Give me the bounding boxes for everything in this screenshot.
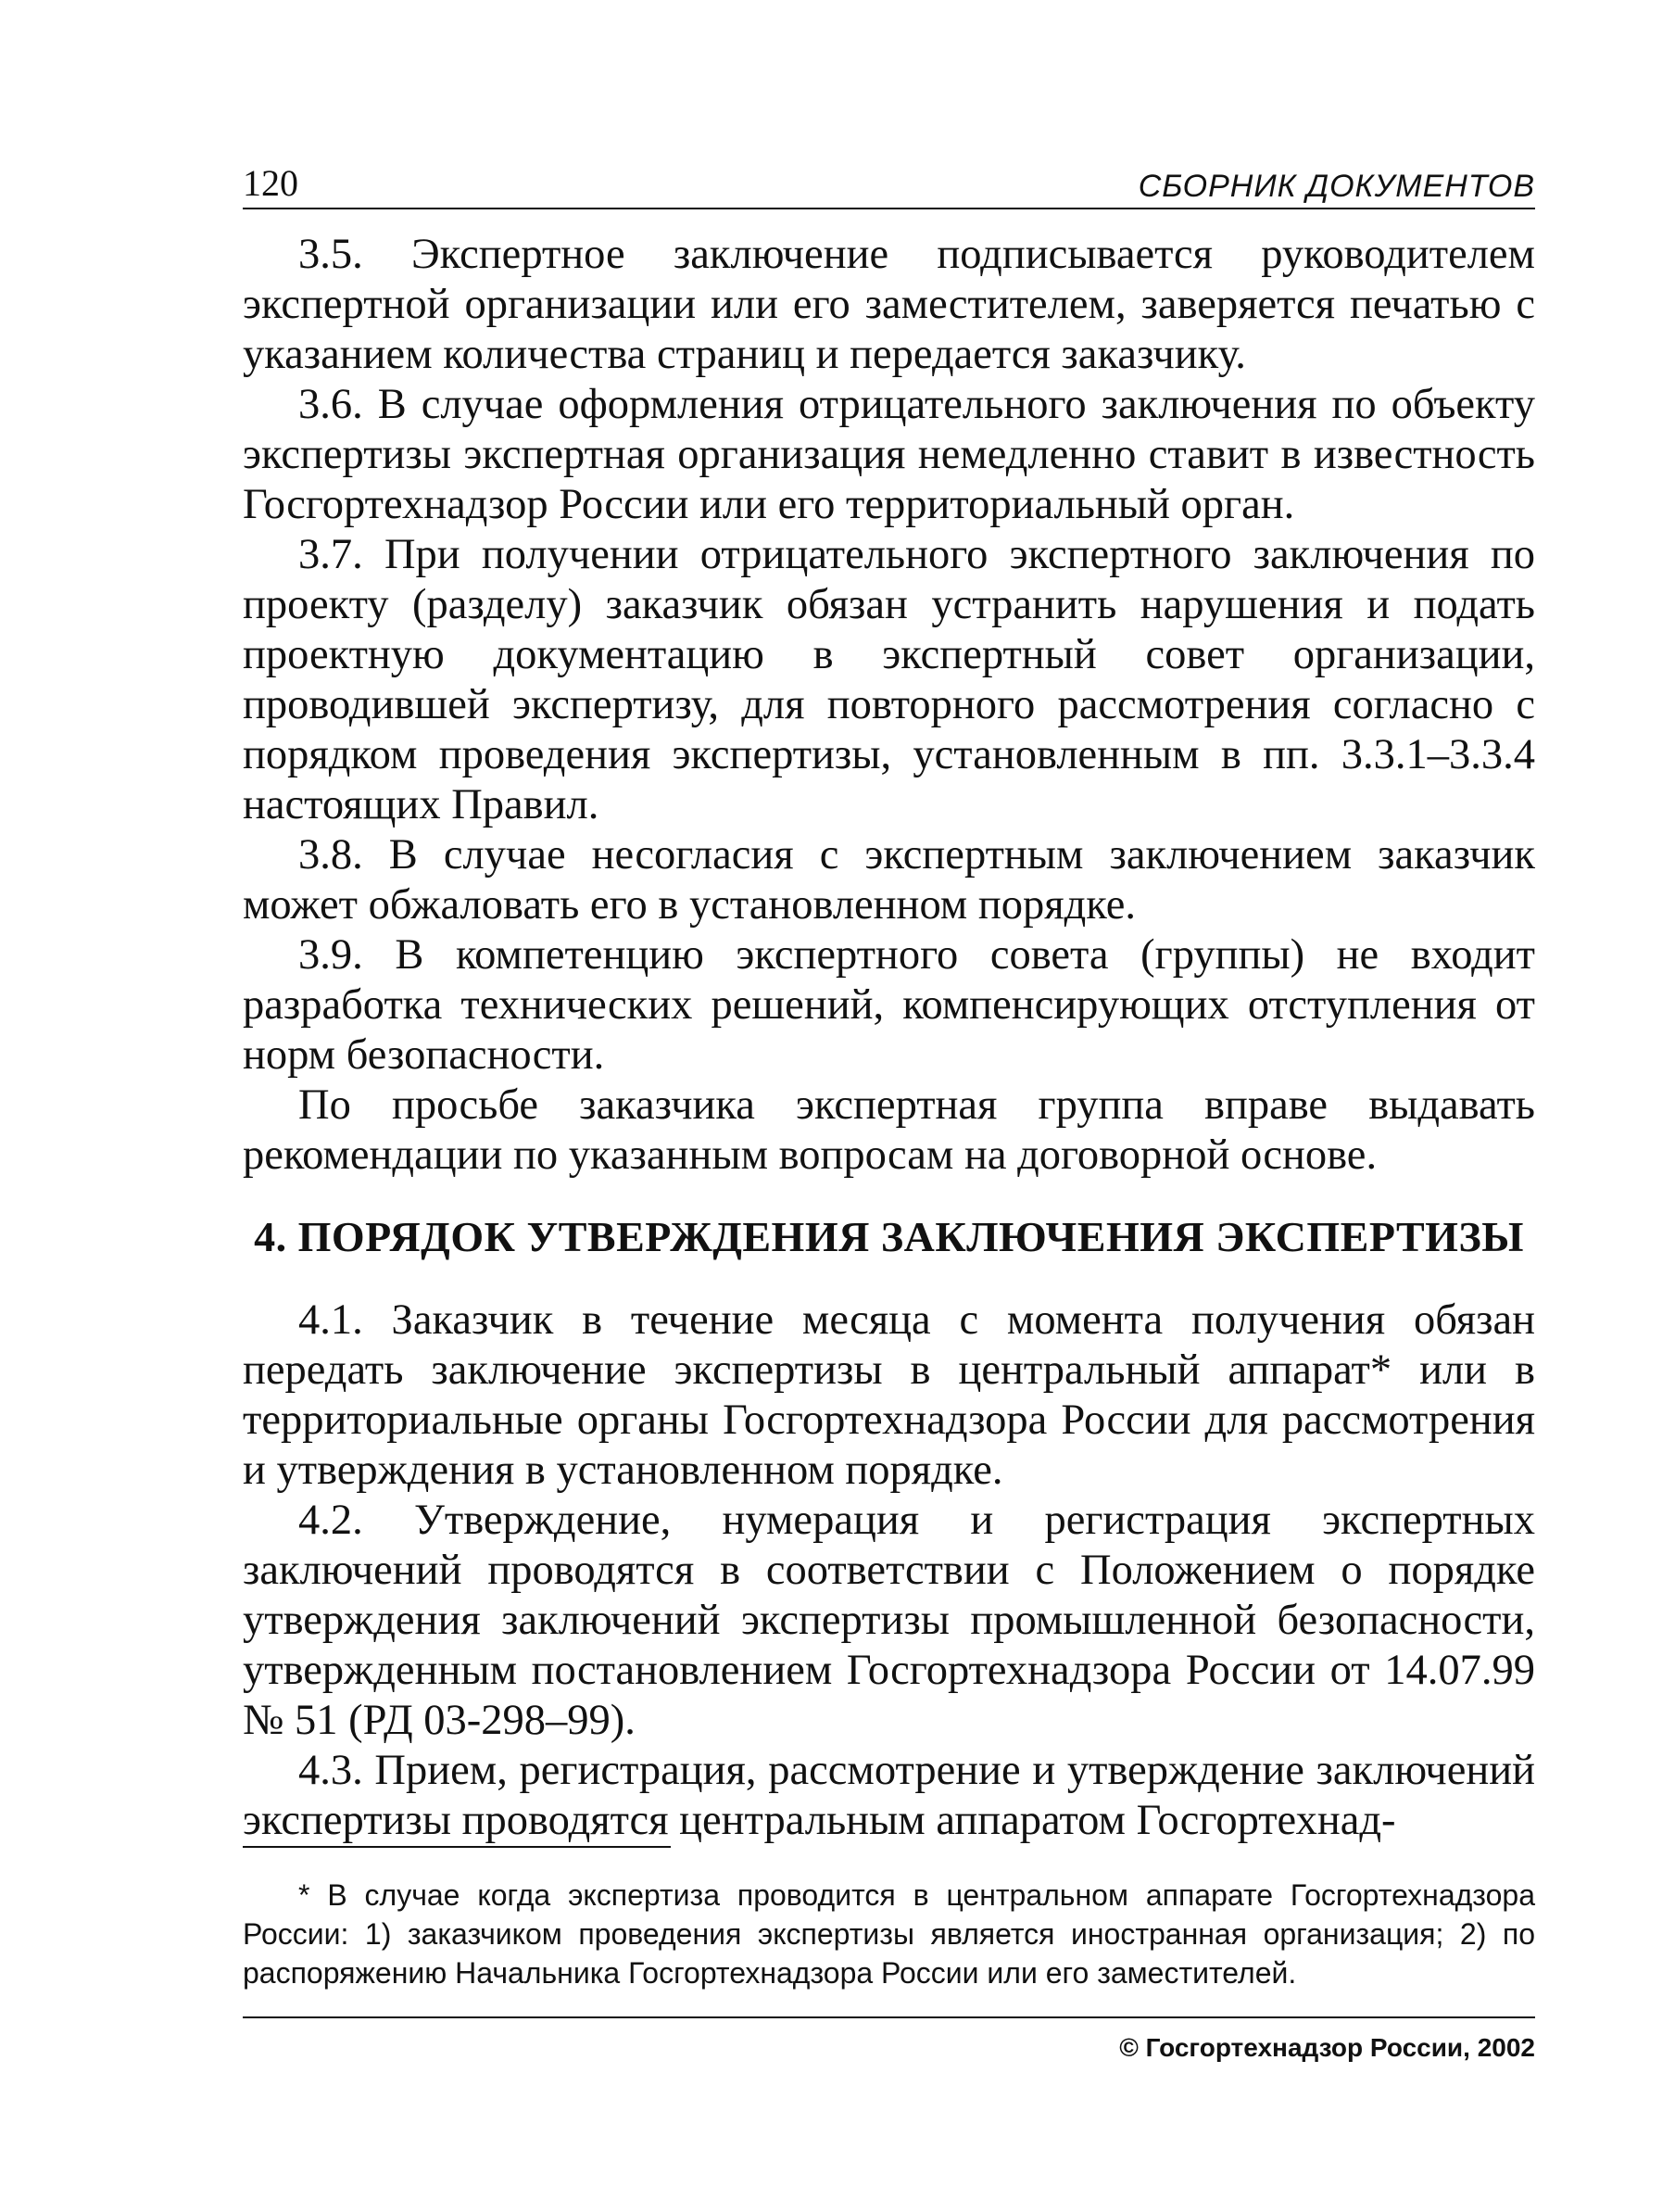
footnote-text: * В случае когда экспертиза проводится в центральном аппарате Госгортехнадзора России: 1) заказчиком проведения экспертизы является иностранная организация; 2) по распоряжению Начальника Госгортехнадзора России или его заместителей.	[243, 1878, 1535, 1990]
copyright-notice: © Госгортехнадзор России, 2002	[1119, 2033, 1535, 2062]
page-number: 120	[243, 162, 298, 204]
paragraph-3-8: 3.8. В случае несогласия с экспертным заключением заказчик может обжаловать его в установленном порядке.	[243, 831, 1535, 929]
footer-divider	[243, 2016, 1535, 2018]
paragraph-recommendations: По просьбе заказчика экспертная группа вправе выдавать рекомендации по указанным вопросам на договорной основе.	[243, 1081, 1535, 1179]
paragraph-3-7: 3.7. При получении отрицательного экспертного заключения по проекту (разделу) заказчик обязан устранить нарушения и подать проектную документацию в экспертный совет организации, проводившей экспертизу, для повторного рассмотрения согласно с порядком проведения экспертизы, установленным в пп. 3.3.1–3.3.4 настоящих Правил.	[243, 531, 1535, 828]
paragraph-3-6: 3.6. В случае оформления отрицательного заключения по объекту экспертизы экспертная организация немедленно ставит в известность Госгортехнадзор России или его территориальный орган.	[243, 381, 1535, 528]
page-header	[243, 156, 1535, 209]
paragraph-3-5: 3.5. Экспертное заключение подписывается руководителем экспертной организации или его заместителем, заверяется печатью с указанием количества страниц и передается заказчику.	[243, 231, 1535, 378]
paragraph-4-2: 4.2. Утверждение, нумерация и регистрация экспертных заключений проводятся в соответствии с Положением о порядке утверждения заключений экспертизы промышленной безопасности, утвержденным постановлением Госгортехнадзора России от 14.07.99 № 51 (РД 03-298–99).	[243, 1497, 1535, 1744]
body-text	[243, 230, 1535, 1181]
paragraph-3-9: 3.9. В компетенцию экспертного совета (группы) не входит разработка технических решений, компенсирующих отступления от норм безопасности.	[243, 931, 1535, 1079]
section-heading: 4. ПОРЯДОК УТВЕРЖДЕНИЯ ЗАКЛЮЧЕНИЯ ЭКСПЕРТИЗЫ	[254, 1213, 1524, 1260]
paragraph-4-3: 4.3. Прием, регистрация, рассмотрение и утверждение заключений экспертизы проводятся центральным аппаратом Госгортехнад-	[243, 1747, 1535, 1844]
running-title: СБОРНИК ДОКУМЕНТОВ	[1138, 169, 1535, 204]
footnote-divider	[243, 1846, 671, 1848]
footnote	[243, 1876, 1535, 1992]
section-text	[243, 1296, 1535, 1846]
paragraph-4-1: 4.1. Заказчик в течение месяца с момента получения обязан передать заключение экспертизы в центральный аппарат* или в территориальные органы Госгортехнадзора России для рассмотрения и утверждения в установленном порядке.	[243, 1296, 1535, 1494]
